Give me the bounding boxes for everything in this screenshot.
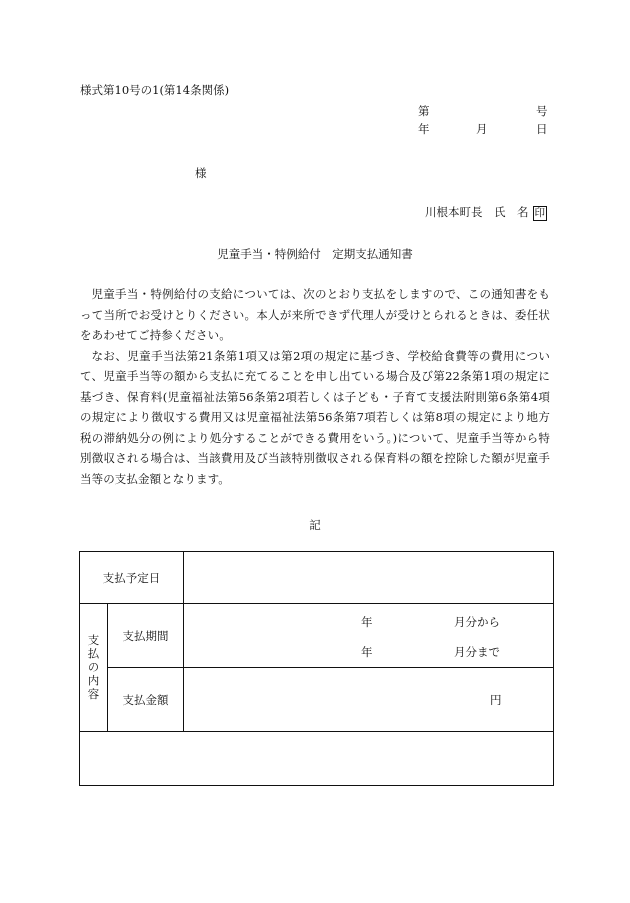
row-period	[80, 604, 554, 668]
body-paragraph-1: 児童手当・特例給付の支給については、次のとおり支払をしますので、この通知書をもって当所でお受けとりください。本人が来所できず代理人が受けとられるときは、委任状をあわせてご持参ください。	[80, 287, 550, 342]
body-paragraph-2: なお、児童手当法第21条第1項又は第2項の規定に基づき、学校給食費等の費用について、児童手当等の額から支払に充てることを申し出ている場合及び第22条第1項の規定に基づき、保育料(児童福祉法第56条第2項若しくは子ども・子育て支援法附則第6条第4項の規定により徴収する費用又は児童福祉法第56条第7項若しくは第8項の規定により地方税の滞納処分の例により処分することができる費用をいう。)について、児童手当等から特別徴収される場合は、当該費用及び当該特別徴収される保育料の額を控除した額が児童手当等の支払金額となります。	[80, 348, 550, 486]
row-remarks	[80, 732, 554, 786]
body-text	[80, 284, 550, 489]
period-to-month: 月分まで	[454, 645, 500, 659]
period-value	[184, 604, 554, 668]
period-to-year: 年	[361, 645, 373, 659]
issuer-name: 川根本町長 氏 名	[425, 205, 529, 219]
period-from-year: 年	[361, 615, 373, 629]
document-title: 児童手当・特例給付 定期支払通知書	[217, 247, 413, 261]
seal-mark: 印	[534, 207, 545, 219]
payment-date-value	[184, 552, 554, 604]
amount-value	[184, 668, 554, 732]
payment-table	[79, 551, 554, 786]
number-prefix: 第	[418, 104, 430, 118]
issuer	[425, 204, 547, 221]
row-amount	[80, 668, 554, 732]
period-label: 支払期間	[108, 604, 184, 668]
form-number: 様式第10号の1(第14条関係)	[80, 83, 230, 97]
number-suffix: 号	[536, 104, 548, 118]
period-from-month: 月分から	[454, 615, 500, 629]
amount-unit: 円	[490, 693, 502, 707]
content-label: 支払の内容	[86, 633, 101, 702]
date-month: 月	[476, 122, 488, 136]
remarks-cell	[80, 732, 554, 786]
ki-heading: 記	[309, 518, 321, 532]
date-year: 年	[418, 122, 430, 136]
content-label-cell	[80, 604, 108, 732]
row-payment-date	[80, 552, 554, 604]
date-day: 日	[536, 122, 548, 136]
payment-date-label: 支払予定日	[80, 552, 184, 604]
amount-label: 支払金額	[108, 668, 184, 732]
addressee-honorific: 様	[195, 166, 207, 180]
